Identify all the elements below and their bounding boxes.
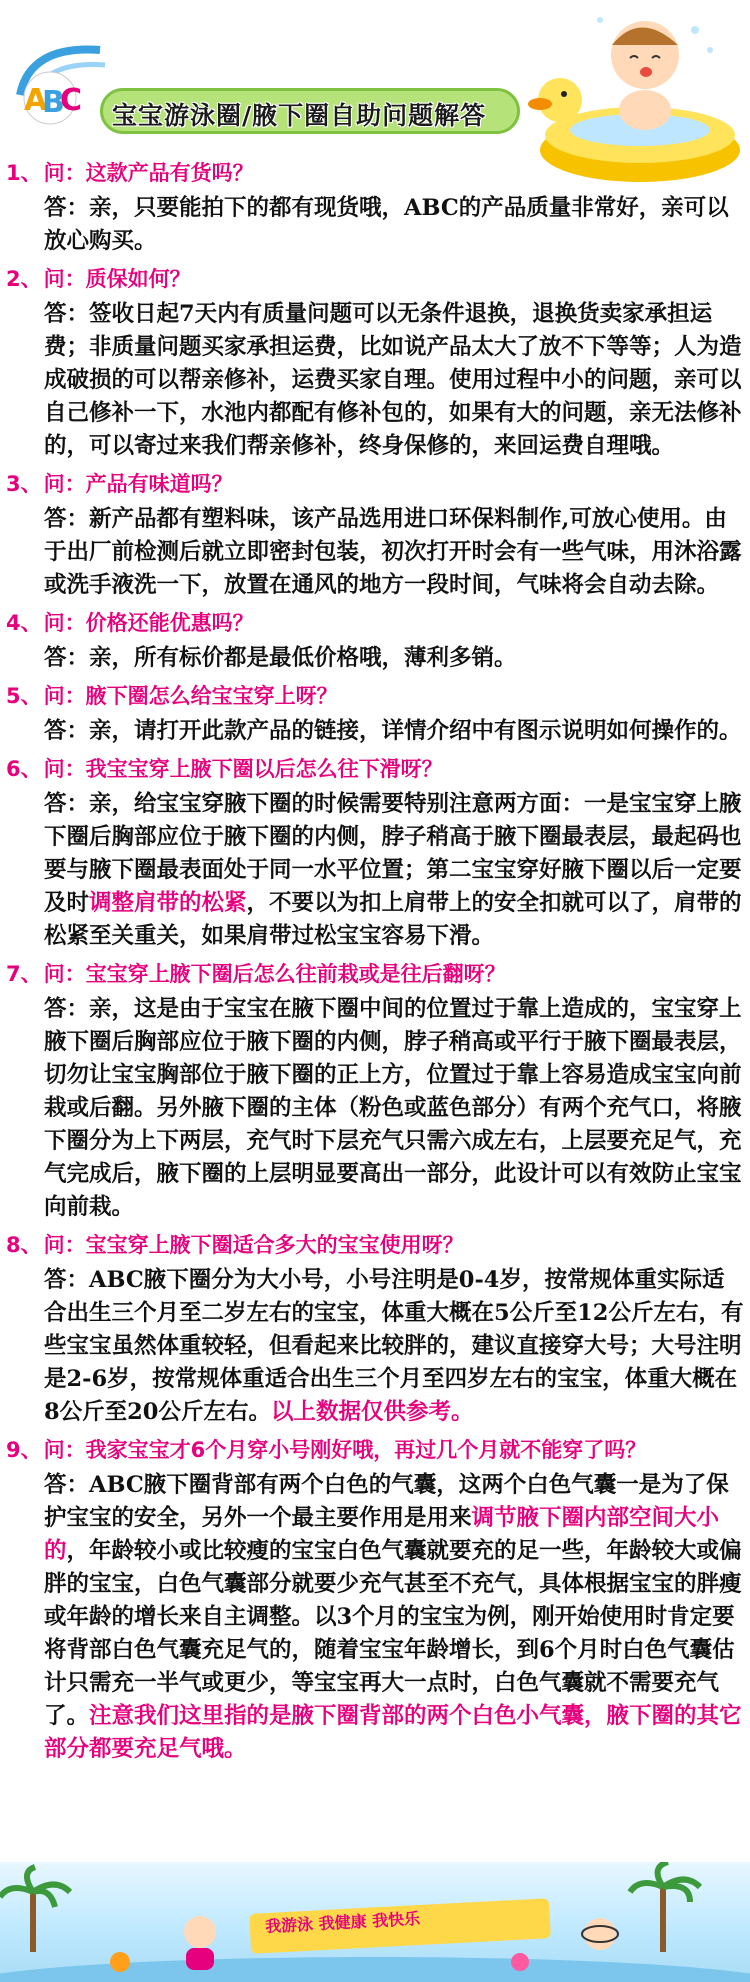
faq-answer (44, 298, 746, 463)
faq-answer-text: 答：亲，这是由于宝宝在腋下圈中间的位置过于靠上造成的，宝宝穿上腋下圈后胸部应位于腋下圈的内侧，脖子稍高或平行于腋下圈最表层，切勿让宝宝胸部位于腋下圈的正上方，位置过于靠上容易造成宝宝向前栽或后翻。另外腋下圈的主体（粉色或蓝色部分）有两个充气口，将腋下圈分为上下两层，充气时下层充气只需六成左右，上层要充足气，充气完成后，腋下圈的上层明显要高出一部分，此设计可以有效防止宝宝向前栽。 (44, 996, 742, 1220)
faq-answer (44, 192, 746, 258)
faq-item (0, 959, 750, 1224)
faq-question (6, 469, 750, 499)
faq-answer (44, 1264, 746, 1429)
page-title: 宝宝游泳圈/腋下圈自助问题解答 (112, 101, 487, 130)
faq-question (6, 264, 750, 294)
faq-question (6, 158, 750, 188)
faq-question (6, 1435, 750, 1465)
faq-question-text: 问：质保如何？ (43, 267, 191, 291)
faq-item (0, 608, 750, 675)
faq-answer-text: 答：新产品都有塑料味，该产品选用进口环保料制作,可放心使用。由于出厂前检测后就立即密封包装，初次打开时会有一些气味，用沐浴露或洗手液洗一下，放置在通风的地方一段时间，气味将会自动去除。 (44, 506, 742, 598)
faq-number: 9、 (6, 1438, 42, 1462)
faq-question-text: 问：腋下圈怎么给宝宝穿上呀？ (43, 684, 338, 708)
slogan-text: 我游泳 我健康 我快乐 (264, 1908, 421, 1937)
faq-answer-text: 答：ABC腋下圈背部有两个白色的气囊，这两个白色气囊一是为了保护宝宝的安全，另外一个最主要作用是用来 (44, 1472, 729, 1531)
faq-item (0, 158, 750, 258)
faq-answer (44, 715, 746, 748)
faq-item (0, 1435, 750, 1766)
faq-number: 8、 (6, 1233, 42, 1257)
faq-question (6, 1230, 750, 1260)
faq-item (0, 681, 750, 748)
svg-text:B: B (42, 85, 65, 120)
faq-number: 3、 (6, 472, 42, 496)
faq-answer-highlight: 注意我们这里指的是腋下圈背部的两个白色小气囊，腋下圈的其它部分都要充足气哦。 (44, 1703, 742, 1762)
faq-answer (44, 642, 746, 675)
header (0, 0, 750, 160)
faq-item (0, 754, 750, 953)
faq-item (0, 264, 750, 463)
faq-answer-highlight: 以上数据仅供参考。 (270, 1399, 474, 1425)
faq-answer-text: 答：ABC腋下圈分为大小号，小号注明是0-4岁，按常规体重实际适合出生三个月至二岁左右的宝宝，体重大概在5公斤至12公斤左右，有些宝宝虽然体重较轻，但看起来比较胖的，建议直接穿大号；大号注明是2-6岁，按常规体重适合出生三个月至四岁左右的宝宝，体重大概在8公斤至20公斤左右。 (44, 1267, 744, 1425)
faq-question-text: 问：价格还能优惠吗？ (43, 611, 254, 635)
faq-question-text: 问：产品有味道吗？ (43, 472, 233, 496)
faq-answer-text: 答：签收日起7天内有质量问题可以无条件退换，退换货卖家承担运费；非质量问题买家承担运费，比如说产品太大了放不下等等；人为造成破损的可以帮亲修补，运费买家自理。使用过程中小的问题，亲可以自己修补一下，水池内都配有修补包的，如果有大的问题，亲无法修补的，可以寄过来我们帮亲修补，终身保修的，来回运费自理哦。 (44, 301, 742, 459)
faq-question-text: 问：宝宝穿上腋下圈适合多大的宝宝使用呀？ (43, 1233, 464, 1257)
faq-question (6, 608, 750, 638)
faq-item (0, 469, 750, 602)
faq-answer-text: 答：亲，给宝宝穿腋下圈的时候需要特别注意两方面：一是宝宝穿上腋下圈后胸部应位于腋下圈的内侧，脖子稍高于腋下圈最表层，最起码也要与腋下圈最表面处于同一水平位置；第二宝宝穿好腋下圈以后一定要及时 (44, 791, 742, 916)
faq-answer-text: 答：亲，所有标价都是最低价格哦，薄利多销。 (44, 645, 517, 671)
faq-number: 5、 (6, 684, 42, 708)
faq-question (6, 754, 750, 784)
faq-question-text: 问：我家宝宝才6个月穿小号刚好哦，再过几个月就不能穿了吗？ (43, 1438, 647, 1462)
footer (0, 1862, 750, 1982)
faq-answer (44, 788, 746, 953)
faq-question (6, 681, 750, 711)
faq-list (0, 158, 750, 1772)
faq-number: 2、 (6, 267, 42, 291)
faq-answer (44, 993, 746, 1224)
faq-answer-highlight: 调整肩带的松紧 (89, 890, 247, 916)
faq-answer-text: ，年龄较小或比较瘦的宝宝白色气囊就要充的足一些，年龄较大或偏胖的宝宝，白色气囊部分就要少充气甚至不充气，具体根据宝宝的胖瘦或年龄的增长来自主调整。以3个月的宝宝为例，刚开始使用时肯定要将背部白色气囊充足气的，随着宝宝年龄增长，到6个月时白色气囊估计只需充一半气或更少，等宝宝再大一点时，白色气囊就不需要充气了。 (44, 1538, 742, 1729)
faq-answer (44, 1469, 746, 1766)
svg-text:A: A (24, 83, 48, 118)
faq-question-text: 问：这款产品有货吗？ (43, 161, 254, 185)
faq-answer-text: 答：亲，请打开此款产品的链接，详情介绍中有图示说明如何操作的。 (44, 718, 742, 744)
faq-answer (44, 503, 746, 602)
faq-number: 6、 (6, 757, 42, 781)
faq-question-text: 问：我宝宝穿上腋下圈以后怎么往下滑呀？ (43, 757, 443, 781)
faq-number: 7、 (6, 962, 42, 986)
svg-text:C: C (60, 83, 83, 118)
faq-number: 4、 (6, 611, 42, 635)
faq-answer-text: 答：亲，只要能拍下的都有现货哦，ABC的产品质量非常好，亲可以放心购买。 (44, 195, 729, 254)
faq-answer-text: ，不要以为扣上肩带上的安全扣就可以了，肩带的松紧至关重关，如果肩带过松宝宝容易下滑。 (44, 890, 742, 949)
faq-number: 1、 (6, 161, 42, 185)
faq-answer-highlight: 调节腋下圈内部空间大小的 (44, 1505, 720, 1564)
faq-question-text: 问：宝宝穿上腋下圈后怎么往前栽或是往后翻呀？ (43, 962, 506, 986)
faq-item (0, 1230, 750, 1429)
faq-question (6, 959, 750, 989)
